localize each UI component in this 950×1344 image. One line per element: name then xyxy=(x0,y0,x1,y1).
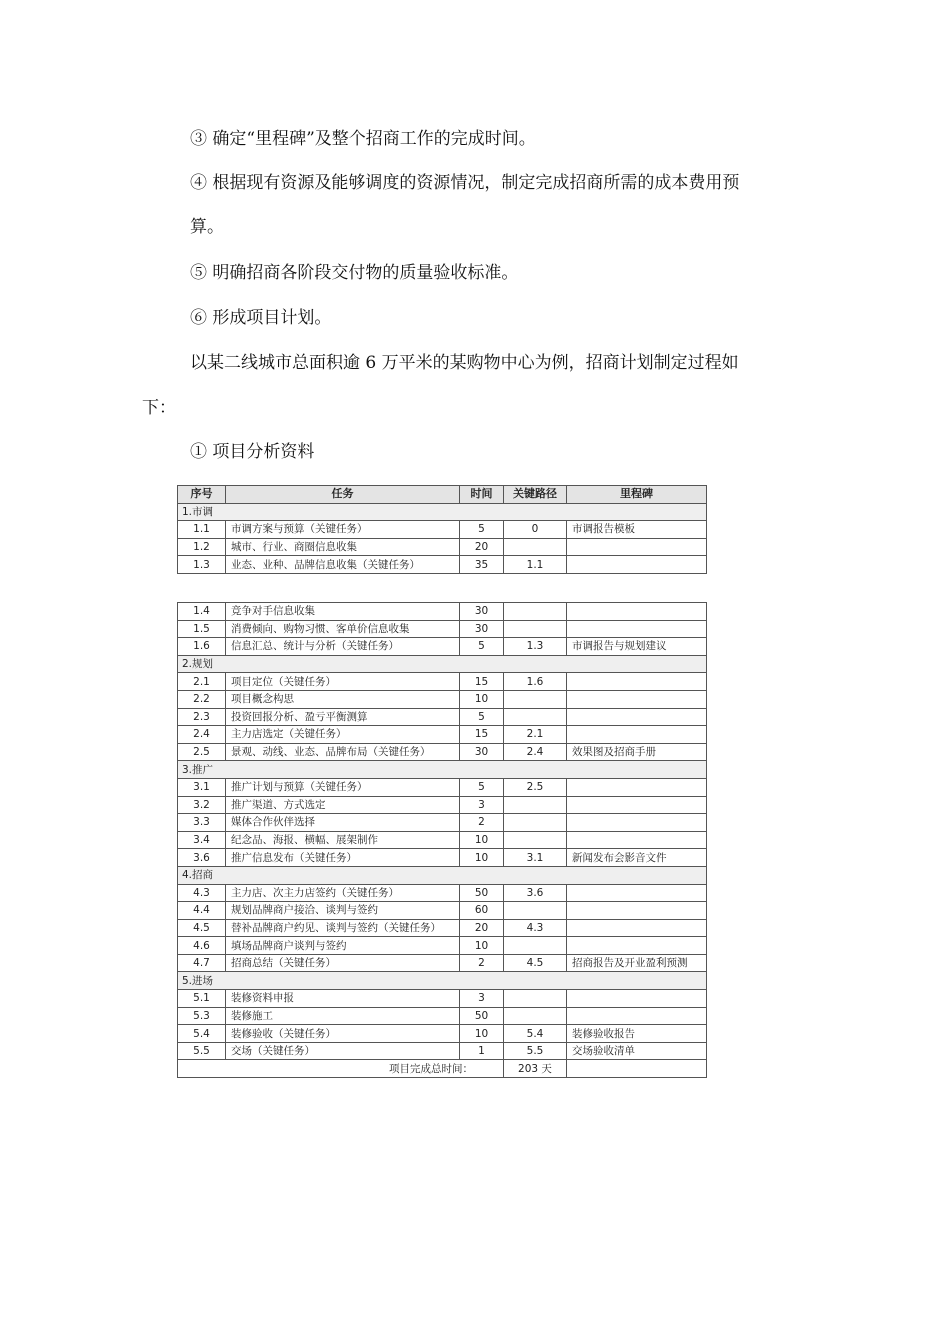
cell-time: 30 xyxy=(460,603,504,621)
cell-time: 20 xyxy=(460,538,504,556)
table-row xyxy=(178,708,707,726)
cell-time: 3 xyxy=(460,990,504,1008)
cell-no: 4.5 xyxy=(178,919,226,937)
cell-critical-path xyxy=(504,690,567,708)
table-row xyxy=(178,902,707,920)
cell-no: 2.2 xyxy=(178,690,226,708)
cell-task: 推广计划与预算（关键任务） xyxy=(226,778,460,796)
table-row xyxy=(178,1042,707,1060)
cell-no: 2.4 xyxy=(178,726,226,744)
cell-no: 3.4 xyxy=(178,831,226,849)
cell-critical-path: 1.6 xyxy=(504,673,567,691)
cell-task: 竞争对手信息收集 xyxy=(226,603,460,621)
paragraph-3: 算。 xyxy=(190,217,224,237)
cell-no: 2.3 xyxy=(178,708,226,726)
cell-time: 2 xyxy=(460,814,504,832)
cell-no: 3.3 xyxy=(178,814,226,832)
table-row xyxy=(178,796,707,814)
section-row xyxy=(178,866,707,884)
cell-no: 3.2 xyxy=(178,796,226,814)
cell-milestone xyxy=(567,884,707,902)
cell-no: 1.5 xyxy=(178,620,226,638)
cell-time: 5 xyxy=(460,638,504,656)
table-row xyxy=(178,990,707,1008)
paragraph-5: ⑥ 形成项目计划。 xyxy=(190,308,332,328)
cell-milestone xyxy=(567,778,707,796)
cell-milestone xyxy=(567,937,707,955)
cell-task: 项目概念构思 xyxy=(226,690,460,708)
table-row xyxy=(178,937,707,955)
paragraph-7: 下： xyxy=(142,398,176,418)
cell-critical-path: 3.6 xyxy=(504,884,567,902)
cell-milestone xyxy=(567,538,707,556)
cell-task: 主力店、次主力店签约（关键任务） xyxy=(226,884,460,902)
cell-critical-path: 1.1 xyxy=(504,556,567,574)
cell-milestone xyxy=(567,902,707,920)
cell-milestone: 市调报告与规划建议 xyxy=(567,638,707,656)
cell-task: 规划品牌商户接洽、谈判与签约 xyxy=(226,902,460,920)
header-critical-path: 关键路径 xyxy=(504,486,567,504)
table-row xyxy=(178,521,707,539)
section-row xyxy=(178,972,707,990)
cell-milestone: 装修验收报告 xyxy=(567,1025,707,1043)
cell-task: 媒体合作伙伴选择 xyxy=(226,814,460,832)
cell-time: 10 xyxy=(460,937,504,955)
cell-critical-path: 5.5 xyxy=(504,1042,567,1060)
cell-time: 50 xyxy=(460,1007,504,1025)
section-row xyxy=(178,761,707,779)
section-title: 2.规划 xyxy=(178,655,707,673)
cell-critical-path: 1.3 xyxy=(504,638,567,656)
section-title: 5.进场 xyxy=(178,972,707,990)
cell-milestone xyxy=(567,831,707,849)
cell-no: 3.6 xyxy=(178,849,226,867)
table-row xyxy=(178,638,707,656)
cell-time: 10 xyxy=(460,1025,504,1043)
table-row xyxy=(178,1025,707,1043)
table-row xyxy=(178,726,707,744)
cell-critical-path: 5.4 xyxy=(504,1025,567,1043)
cell-milestone xyxy=(567,620,707,638)
cell-milestone xyxy=(567,603,707,621)
cell-critical-path xyxy=(504,831,567,849)
cell-task: 信息汇总、统计与分析（关键任务） xyxy=(226,638,460,656)
table-row xyxy=(178,690,707,708)
cell-critical-path xyxy=(504,708,567,726)
cell-no: 1.6 xyxy=(178,638,226,656)
cell-task: 城市、行业、商圈信息收集 xyxy=(226,538,460,556)
table-row xyxy=(178,831,707,849)
cell-task: 替补品牌商户约见、谈判与签约（关键任务） xyxy=(226,919,460,937)
cell-milestone xyxy=(567,556,707,574)
table-header-row xyxy=(178,486,707,504)
cell-no: 5.4 xyxy=(178,1025,226,1043)
table-row xyxy=(178,620,707,638)
cell-time: 35 xyxy=(460,556,504,574)
header-time: 时间 xyxy=(460,486,504,504)
section-title: 1.市调 xyxy=(178,503,707,521)
cell-milestone xyxy=(567,919,707,937)
cell-time: 15 xyxy=(460,673,504,691)
cell-time: 2 xyxy=(460,954,504,972)
cell-task: 景观、动线、业态、品牌布局（关键任务） xyxy=(226,743,460,761)
cell-time: 30 xyxy=(460,743,504,761)
cell-critical-path xyxy=(504,603,567,621)
cell-milestone xyxy=(567,673,707,691)
section-row xyxy=(178,655,707,673)
cell-milestone: 新闻发布会影音文件 xyxy=(567,849,707,867)
section-title: 3.推广 xyxy=(178,761,707,779)
header-no: 序号 xyxy=(178,486,226,504)
cell-no: 4.3 xyxy=(178,884,226,902)
cell-no: 1.1 xyxy=(178,521,226,539)
cell-critical-path: 2.5 xyxy=(504,778,567,796)
cell-time: 10 xyxy=(460,690,504,708)
cell-critical-path xyxy=(504,814,567,832)
cell-task: 装修验收（关键任务） xyxy=(226,1025,460,1043)
table-row xyxy=(178,1007,707,1025)
section-title: 4.招商 xyxy=(178,866,707,884)
cell-no: 4.7 xyxy=(178,954,226,972)
cell-task: 推广信息发布（关键任务） xyxy=(226,849,460,867)
cell-no: 1.4 xyxy=(178,603,226,621)
schedule-table-part-1 xyxy=(177,485,707,574)
cell-task: 消费倾向、购物习惯、客单价信息收集 xyxy=(226,620,460,638)
cell-milestone xyxy=(567,708,707,726)
cell-no: 2.1 xyxy=(178,673,226,691)
cell-time: 50 xyxy=(460,884,504,902)
section-row xyxy=(178,503,707,521)
table-row xyxy=(178,538,707,556)
cell-task: 主力店选定（关键任务） xyxy=(226,726,460,744)
total-label: 项目完成总时间： xyxy=(178,1060,504,1078)
cell-milestone: 效果图及招商手册 xyxy=(567,743,707,761)
table-row xyxy=(178,743,707,761)
header-task: 任务 xyxy=(226,486,460,504)
schedule-table-part-2 xyxy=(177,602,707,1078)
cell-critical-path xyxy=(504,538,567,556)
cell-critical-path xyxy=(504,937,567,955)
cell-critical-path xyxy=(504,990,567,1008)
cell-milestone xyxy=(567,1007,707,1025)
cell-critical-path: 4.5 xyxy=(504,954,567,972)
cell-task: 纪念品、海报、横幅、展架制作 xyxy=(226,831,460,849)
cell-task: 业态、业种、品牌信息收集（关键任务） xyxy=(226,556,460,574)
cell-milestone xyxy=(567,690,707,708)
cell-critical-path xyxy=(504,620,567,638)
cell-no: 5.1 xyxy=(178,990,226,1008)
paragraph-8: ① 项目分析资料 xyxy=(190,442,315,462)
cell-critical-path: 0 xyxy=(504,521,567,539)
cell-milestone xyxy=(567,990,707,1008)
cell-milestone xyxy=(567,796,707,814)
table-row xyxy=(178,556,707,574)
table-row xyxy=(178,778,707,796)
table-row xyxy=(178,884,707,902)
cell-no: 2.5 xyxy=(178,743,226,761)
cell-no: 1.3 xyxy=(178,556,226,574)
cell-critical-path: 3.1 xyxy=(504,849,567,867)
table-row xyxy=(178,849,707,867)
cell-task: 市调方案与预算（关键任务） xyxy=(226,521,460,539)
cell-no: 4.4 xyxy=(178,902,226,920)
table-row xyxy=(178,603,707,621)
cell-task: 装修施工 xyxy=(226,1007,460,1025)
paragraph-1: ③ 确定“里程碑”及整个招商工作的完成时间。 xyxy=(190,129,536,149)
table-row xyxy=(178,919,707,937)
table-row xyxy=(178,954,707,972)
cell-task: 推广渠道、方式选定 xyxy=(226,796,460,814)
paragraph-6: 以某二线城市总面积逾 6 万平米的某购物中心为例，招商计划制定过程如 xyxy=(190,353,739,373)
cell-time: 15 xyxy=(460,726,504,744)
cell-milestone: 市调报告模板 xyxy=(567,521,707,539)
cell-milestone: 交场验收清单 xyxy=(567,1042,707,1060)
cell-task: 招商总结（关键任务） xyxy=(226,954,460,972)
cell-no: 1.2 xyxy=(178,538,226,556)
cell-time: 60 xyxy=(460,902,504,920)
cell-task: 交场（关键任务） xyxy=(226,1042,460,1060)
cell-critical-path: 2.4 xyxy=(504,743,567,761)
cell-critical-path xyxy=(504,902,567,920)
cell-milestone xyxy=(567,726,707,744)
cell-time: 30 xyxy=(460,620,504,638)
paragraph-2: ④ 根据现有资源及能够调度的资源情况，制定完成招商所需的成本费用预 xyxy=(190,173,740,193)
cell-no: 3.1 xyxy=(178,778,226,796)
cell-task: 装修资料申报 xyxy=(226,990,460,1008)
cell-task: 项目定位（关键任务） xyxy=(226,673,460,691)
cell-time: 20 xyxy=(460,919,504,937)
cell-no: 5.3 xyxy=(178,1007,226,1025)
table-row xyxy=(178,673,707,691)
cell-critical-path: 4.3 xyxy=(504,919,567,937)
cell-critical-path: 2.1 xyxy=(504,726,567,744)
cell-time: 5 xyxy=(460,521,504,539)
cell-task: 填场品牌商户谈判与签约 xyxy=(226,937,460,955)
cell-time: 10 xyxy=(460,831,504,849)
cell-no: 4.6 xyxy=(178,937,226,955)
total-row xyxy=(178,1060,707,1078)
cell-time: 10 xyxy=(460,849,504,867)
cell-milestone xyxy=(567,814,707,832)
cell-no: 5.5 xyxy=(178,1042,226,1060)
total-empty xyxy=(567,1060,707,1078)
paragraph-4: ⑤ 明确招商各阶段交付物的质量验收标准。 xyxy=(190,263,519,283)
cell-critical-path xyxy=(504,796,567,814)
cell-milestone: 招商报告及开业盈利预测 xyxy=(567,954,707,972)
cell-time: 3 xyxy=(460,796,504,814)
cell-time: 1 xyxy=(460,1042,504,1060)
cell-critical-path xyxy=(504,1007,567,1025)
cell-time: 5 xyxy=(460,778,504,796)
header-milestone: 里程碑 xyxy=(567,486,707,504)
cell-time: 5 xyxy=(460,708,504,726)
cell-task: 投资回报分析、盈亏平衡测算 xyxy=(226,708,460,726)
total-value: 203 天 xyxy=(504,1060,567,1078)
table-row xyxy=(178,814,707,832)
